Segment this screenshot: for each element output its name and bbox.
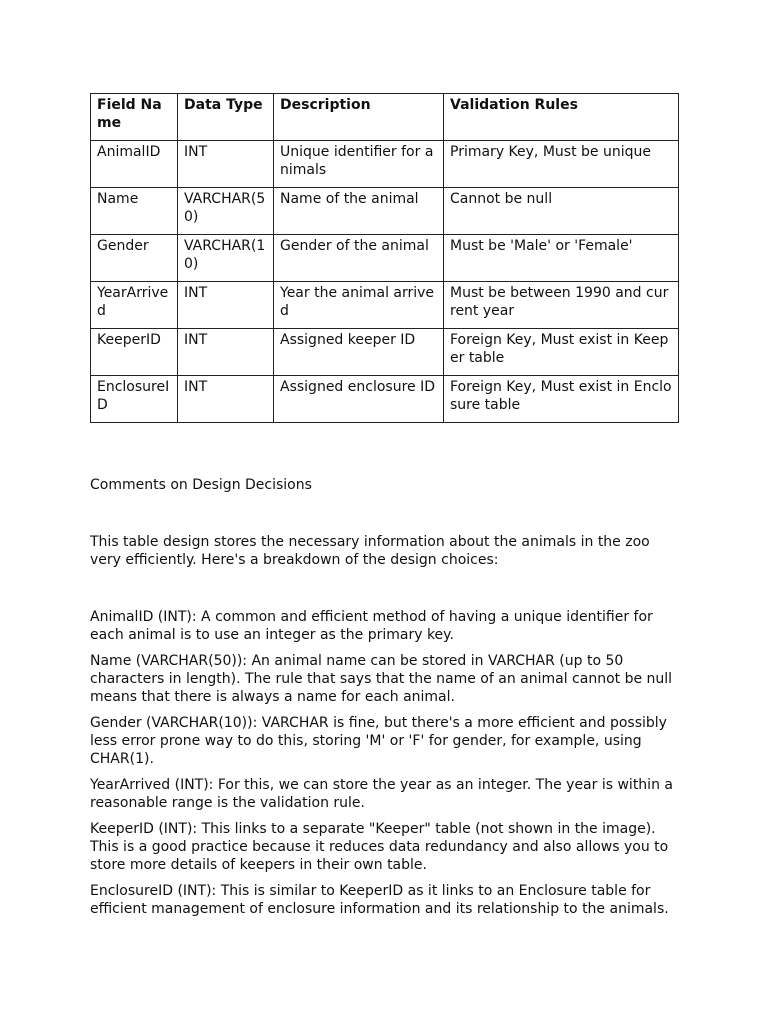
table-row — [91, 376, 679, 423]
comment-item-yeararrived: YearArrived (INT): For this, we can store the year as an integer. The year is within a reasonable range is the validation rule. — [90, 777, 673, 811]
cell-validation-rules: Primary Key, Must be unique — [444, 141, 679, 188]
header-validation-rules: Validation Rules — [444, 94, 679, 141]
cell-validation-rules: Foreign Key, Must exist in Keeper table — [444, 329, 679, 376]
comment-item-name: Name (VARCHAR(50)): An animal name can be stored in VARCHAR (up to 50 characters in length). The rule that says that the name of an animal cannot be null means that there is always a name for each animal. — [90, 653, 673, 705]
cell-description: Year the animal arrived — [274, 282, 444, 329]
header-field-name: Field Name — [91, 94, 178, 141]
table-row — [91, 282, 679, 329]
comments-heading: Comments on Design Decisions — [90, 477, 312, 493]
comments-section — [90, 476, 680, 926]
cell-description: Gender of the animal — [274, 235, 444, 282]
comments-intro: This table design stores the necessary information about the animals in the zoo very efficiently. Here's a breakdown of the design choices: — [90, 534, 650, 568]
header-description: Description — [274, 94, 444, 141]
table-header-row — [91, 94, 679, 141]
table-row — [91, 141, 679, 188]
cell-data-type: VARCHAR(50) — [178, 188, 274, 235]
comment-item-animalid: AnimalID (INT): A common and efficient method of having a unique identifier for each animal is to use an integer as the primary key. — [90, 609, 653, 643]
comment-item-keeperid: KeeperID (INT): This links to a separate "Keeper" table (not shown in the image). This is a good practice because it reduces data redundancy and also allows you to store more details of keepers in their own table. — [90, 821, 669, 873]
cell-validation-rules: Must be between 1990 and current year — [444, 282, 679, 329]
comment-item-gender: Gender (VARCHAR(10)): VARCHAR is fine, but there's a more efficient and possibly less error prone way to do this, storing 'M' or 'F' for gender, for example, using CHAR(1). — [90, 715, 667, 767]
cell-field-name: YearArrived — [91, 282, 178, 329]
table-row — [91, 329, 679, 376]
comment-item-enclosureid: EnclosureID (INT): This is similar to KeeperID as it links to an Enclosure table for efficient management of enclosure information and its relationship to the animals. — [90, 883, 669, 917]
cell-data-type: INT — [178, 329, 274, 376]
cell-field-name: Name — [91, 188, 178, 235]
cell-description: Unique identifier for animals — [274, 141, 444, 188]
header-data-type: Data Type — [178, 94, 274, 141]
cell-data-type: INT — [178, 282, 274, 329]
table-row — [91, 188, 679, 235]
cell-description: Assigned keeper ID — [274, 329, 444, 376]
cell-field-name: AnimalID — [91, 141, 178, 188]
cell-validation-rules: Cannot be null — [444, 188, 679, 235]
cell-data-type: VARCHAR(10) — [178, 235, 274, 282]
cell-field-name: KeeperID — [91, 329, 178, 376]
cell-field-name: Gender — [91, 235, 178, 282]
cell-field-name: EnclosureID — [91, 376, 178, 423]
cell-validation-rules: Must be 'Male' or 'Female' — [444, 235, 679, 282]
cell-validation-rules: Foreign Key, Must exist in Enclosure table — [444, 376, 679, 423]
cell-description: Assigned enclosure ID — [274, 376, 444, 423]
table-row — [91, 235, 679, 282]
animal-table-schema — [90, 93, 679, 423]
cell-data-type: INT — [178, 376, 274, 423]
cell-description: Name of the animal — [274, 188, 444, 235]
cell-data-type: INT — [178, 141, 274, 188]
